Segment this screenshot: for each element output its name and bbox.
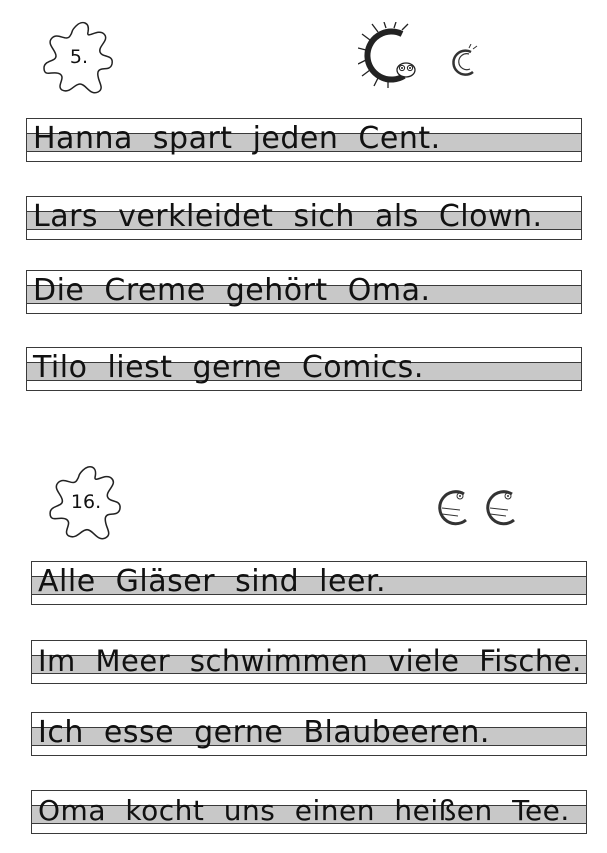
line-text: Ich esse gerne Blaubeeren. (38, 715, 490, 750)
writing-line (26, 270, 582, 314)
writing-line (26, 196, 582, 240)
writing-line (26, 347, 582, 391)
line-text: Die Creme gehört Oma. (33, 273, 431, 308)
exercise-number: 5. (69, 46, 89, 68)
hedgehog-illustration (358, 22, 424, 92)
snail-illustration (447, 44, 481, 84)
writing-line (31, 561, 587, 605)
fish-illustration-2 (480, 486, 520, 532)
snail-letter-c-icon (447, 44, 481, 80)
line-text: Hanna spart jeden Cent. (33, 121, 441, 156)
exercise-number-badge (40, 18, 118, 96)
writing-line (31, 712, 587, 756)
writing-line (31, 790, 587, 834)
line-text: Alle Gläser sind leer. (38, 564, 387, 599)
line-text: Im Meer schwimmen viele Fische. (38, 644, 582, 678)
line-text: Lars verkleidet sich als Clown. (33, 199, 543, 234)
hedgehog-letter-c-icon (358, 22, 424, 88)
writing-line (31, 640, 587, 684)
fish-letter-c-icon (480, 486, 520, 528)
exercise-number-badge (46, 462, 126, 542)
fish-illustration-1 (432, 486, 472, 532)
writing-line (26, 118, 582, 162)
fish-letter-c-icon (432, 486, 472, 528)
line-text: Tilo liest gerne Comics. (33, 350, 424, 385)
line-text: Oma kocht uns einen heißen Tee. (38, 794, 570, 827)
exercise-number: 16. (70, 491, 102, 513)
